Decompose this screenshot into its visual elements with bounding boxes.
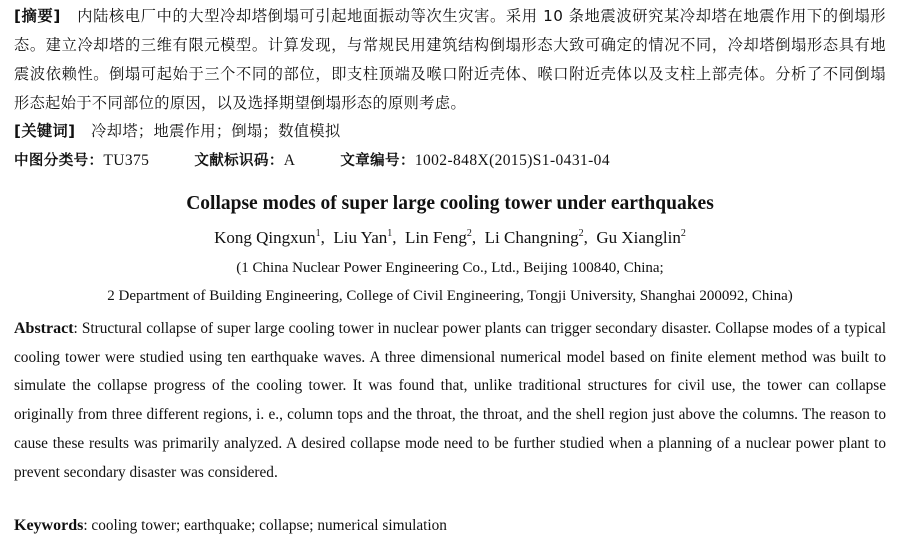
clc-value: TU375 [103,152,150,169]
en-keywords: Keywords: cooling tower; earthquake; collapse; numerical simulation [14,517,447,534]
affiliation-1: (1 China Nuclear Power Engineering Co., Ltd., Beijing 100840, China; [236,260,664,276]
author-affiliation-mark: 1 [315,228,321,239]
author-name: Kong Qingxun [214,228,316,247]
author-name: Gu Xianglin [596,228,681,247]
author-name: Li Changning [484,228,579,247]
article-no-label: 文章编号： [340,153,415,169]
author-name: Lin Feng [405,228,467,247]
affiliation-2: 2 Department of Building Engineering, College of Civil Engineering, Tongji University, Shanghai 200092, China) [107,288,793,304]
paper-title: Collapse modes of super large cooling tower under earthquakes [186,193,714,214]
doc-code-label: 文献标识码： [194,153,284,169]
cn-keywords-label: [关键词] [14,122,76,140]
en-abstract: Abstract: Structural collapse of super large cooling tower in nuclear power plants can trigger secondary disaster. Collapse modes of a typical cooling tower were studied using ten earthquake waves. A three dimensional numerical model based on finite element method was built to simulate the collapse progress of the cooling tower. It was found that, unlike traditional structures for civil use, the tower can collapse originally from three different regions, i. e., column tops and the throat, the throat, and the shell region just above the columns. The reason to cause these results was primarily analyzed. A desired collapse mode need to be further studied when a planning of a nuclear power plant to prevent secondary disaster was considered. [14,320,886,481]
author-affiliation-mark: 2 [466,228,472,239]
en-keywords-text: cooling tower; earthquake; collapse; numerical simulation [91,517,447,534]
cn-meta-line [14,146,886,176]
en-abstract-text: Structural collapse of super large cooling tower in nuclear power plants can trigger secondary disaster. Collapse modes of a typical cooling tower were studied using ten earthquake waves. A three dimensional numerical model based on finite element method was built to simulate the collapse progress of the cooling tower. It was found that, unlike traditional structures for civil use, the tower can collapse originally from three different regions, i. e., column tops and the throat, the throat, and the shell region just above the columns. The reason to cause these results was primarily analyzed. A desired collapse mode need to be further studied when a planning of a nuclear power plant to prevent secondary disaster was considered. [14,320,886,481]
author-name: Liu Yan [333,228,388,247]
cn-keywords [14,117,886,146]
en-abstract-label: Abstract [14,320,74,337]
author-affiliation-mark: 1 [387,228,393,239]
cn-abstract-text: 内陆核电厂中的大型冷却塔倒塌可引起地面振动等次生灾害。采用 10 条地震波研究某冷却塔在地震作用下的倒塌形态。建立冷却塔的三维有限元模型。计算发现，与常规民用建筑结构倒塌形态大致可确定的情况不同，冷却塔倒塌形态具有地震波依赖性。倒塌可起始于三个不同的部位，即支柱顶端及喉口附近壳体、喉口附近壳体以及支柱上部壳体。分析了不同倒塌形态起始于不同部位的原因，以及选择期望倒塌形态的原则考虑。 [14,7,886,112]
cn-keywords-text: 冷却塔；地震作用；倒塌；数值模拟 [91,122,341,140]
author-list: Kong Qingxun$^1$, Liu Yan$^1$, Lin Feng$^2$, Li Changning$^2$, Gu Xianglin$^2$ [214,228,686,247]
article-no-value: 1002-848X(2015)S1-0431-04 [414,152,610,169]
doc-code-value: A [283,152,296,169]
clc-label: 中图分类号： [14,153,104,169]
author-affiliation-mark: 2 [680,228,686,239]
en-keywords-label: Keywords [14,517,84,534]
cn-abstract-label: [摘要] [14,7,61,25]
author-affiliation-mark: 2 [578,228,584,239]
cn-abstract [14,2,886,118]
